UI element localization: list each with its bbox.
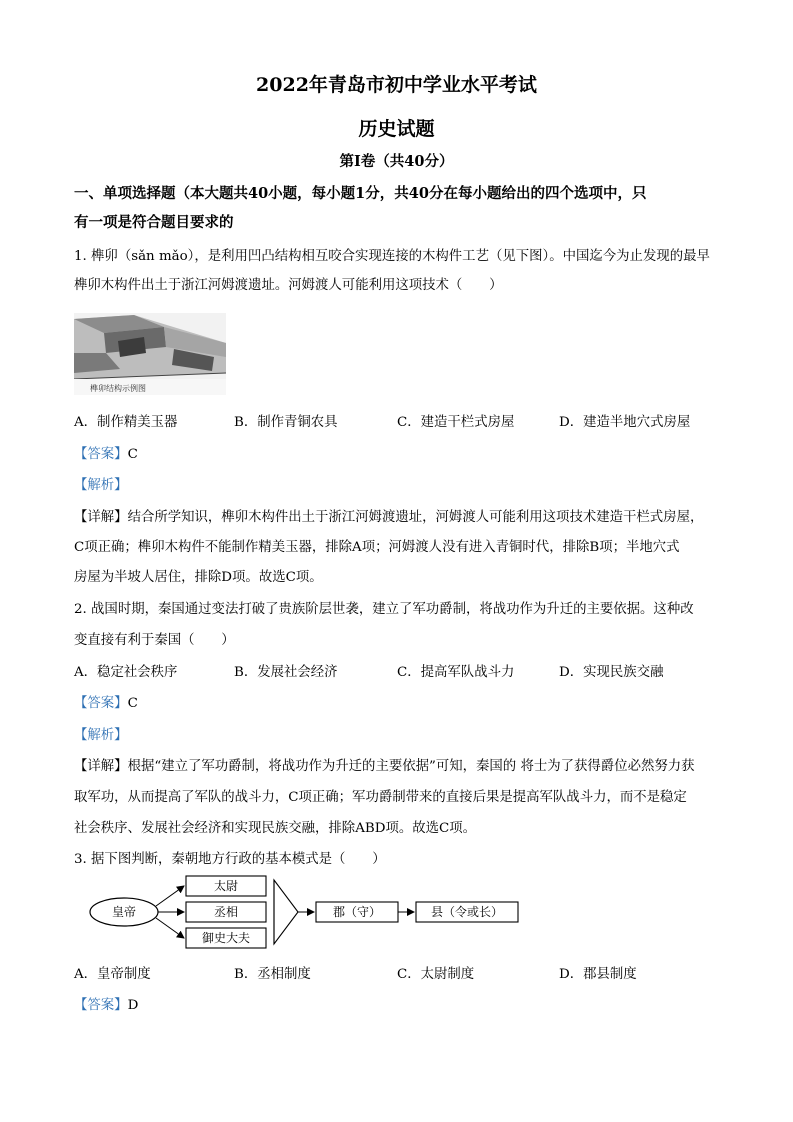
- q2-stem-line2: 变直接有利于秦国（ ）: [74, 633, 235, 648]
- q2-analysis-label: 【解析】: [74, 728, 128, 743]
- q2-detail-text1: 根据“建立了军功爵制，将战功作为升迁的主要依据”可知，秦国的 将士为了获得爵位必然努力获: [127, 759, 695, 774]
- exam-subtitle: 历史试题: [358, 118, 435, 140]
- detail-label: 【详解】: [74, 510, 128, 525]
- q1-stem-line1: 1. 榫卯（sǎn mǎo），是利用凹凸结构相互咬合实现连接的木构件工艺（见下图）。中国迄今为止发现的最早: [74, 249, 710, 264]
- official-chengxiang: 丞相: [213, 905, 239, 919]
- q3-answer-value: D: [127, 998, 139, 1013]
- answer-label: 【答案】: [74, 447, 128, 462]
- q1-detail-text1: 结合所学知识，榫卯木构件出土于浙江河姆渡遗址，河姆渡人可能利用这项技术建造干栏式房屋，: [127, 510, 704, 525]
- q2-option-d: D．实现民族交融: [559, 665, 664, 680]
- q2-answer: [74, 692, 138, 711]
- q3-answer: [74, 994, 138, 1013]
- section-heading-line2: 有一项是符合题目要求的: [74, 214, 234, 231]
- q1-option-c: C．建造干栏式房屋: [397, 415, 515, 430]
- q1-option-d: D．建造半地穴式房屋: [559, 415, 691, 430]
- q1-answer: [74, 443, 138, 462]
- q2-detail-line3: 社会秩序、发展社会经济和实现民族交融，排除ABD项。故选C项。: [74, 821, 477, 836]
- section-heading-line1: 一、单项选择题（本大题共40小题，每小题1分，共40分在每小题给出的四个选项中，只: [74, 185, 647, 202]
- mortise-tenon-photo: [74, 313, 226, 395]
- qin-admin-diagram: [88, 872, 528, 954]
- q3-stem: 3. 据下图判断，秦朝地方行政的基本模式是（ ）: [74, 852, 386, 867]
- q1-option-a: A．制作精美玉器: [74, 415, 178, 430]
- q2-option-a: A．稳定社会秩序: [74, 665, 178, 680]
- q1-detail-line1: [74, 506, 703, 525]
- detail-label: 【详解】: [74, 759, 128, 774]
- q3-option-c: C．太尉制度: [397, 967, 475, 982]
- q1-detail-line3: 房屋为半坡人居住，排除D项。故选C项。: [74, 570, 323, 585]
- part-heading: 第Ⅰ卷（共40分）: [339, 153, 454, 170]
- q1-stem-line2: 榫卯木构件出土于浙江河姆渡遗址。河姆渡人可能利用这项技术（ ）: [74, 278, 503, 293]
- q2-option-b: B．发展社会经济: [234, 665, 338, 680]
- official-taiwei: 太尉: [213, 879, 239, 893]
- q3-option-a: A．皇帝制度: [74, 967, 151, 982]
- q2-answer-value: C: [127, 696, 138, 711]
- q3-option-d: D．郡县制度: [559, 967, 637, 982]
- emperor-label: 皇帝: [111, 905, 137, 919]
- exam-title: 2022年青岛市初中学业水平考试: [256, 74, 537, 96]
- photo-caption: 榫卯结构示例图: [90, 384, 146, 393]
- q2-stem-line1: 2. 战国时期，秦国通过变法打破了贵族阶层世袭，建立了军功爵制，将战功作为升迁的主要依据。这种改: [74, 602, 694, 617]
- q1-answer-value: C: [127, 447, 138, 462]
- commandery-label: 郡（守）: [332, 905, 382, 919]
- q2-option-c: C．提高军队战斗力: [397, 665, 515, 680]
- q3-option-b: B．丞相制度: [234, 967, 311, 982]
- q1-detail-line2: C项正确；榫卯木构件不能制作精美玉器，排除A项；河姆渡人没有进入青铜时代，排除B项；半地穴式: [74, 540, 680, 555]
- q1-option-b: B．制作青铜农具: [234, 415, 338, 430]
- county-label: 县（令或长）: [430, 905, 504, 919]
- answer-label: 【答案】: [74, 696, 128, 711]
- q2-detail-line2: 取军功，从而提高了军队的战斗力，C项正确；军功爵制带来的直接后果是提高军队战斗力，而不是稳定: [74, 790, 687, 805]
- q2-detail-line1: [74, 755, 695, 774]
- q1-analysis-label: 【解析】: [74, 478, 128, 493]
- answer-label: 【答案】: [74, 998, 128, 1013]
- official-yushi: 御史大夫: [201, 931, 251, 945]
